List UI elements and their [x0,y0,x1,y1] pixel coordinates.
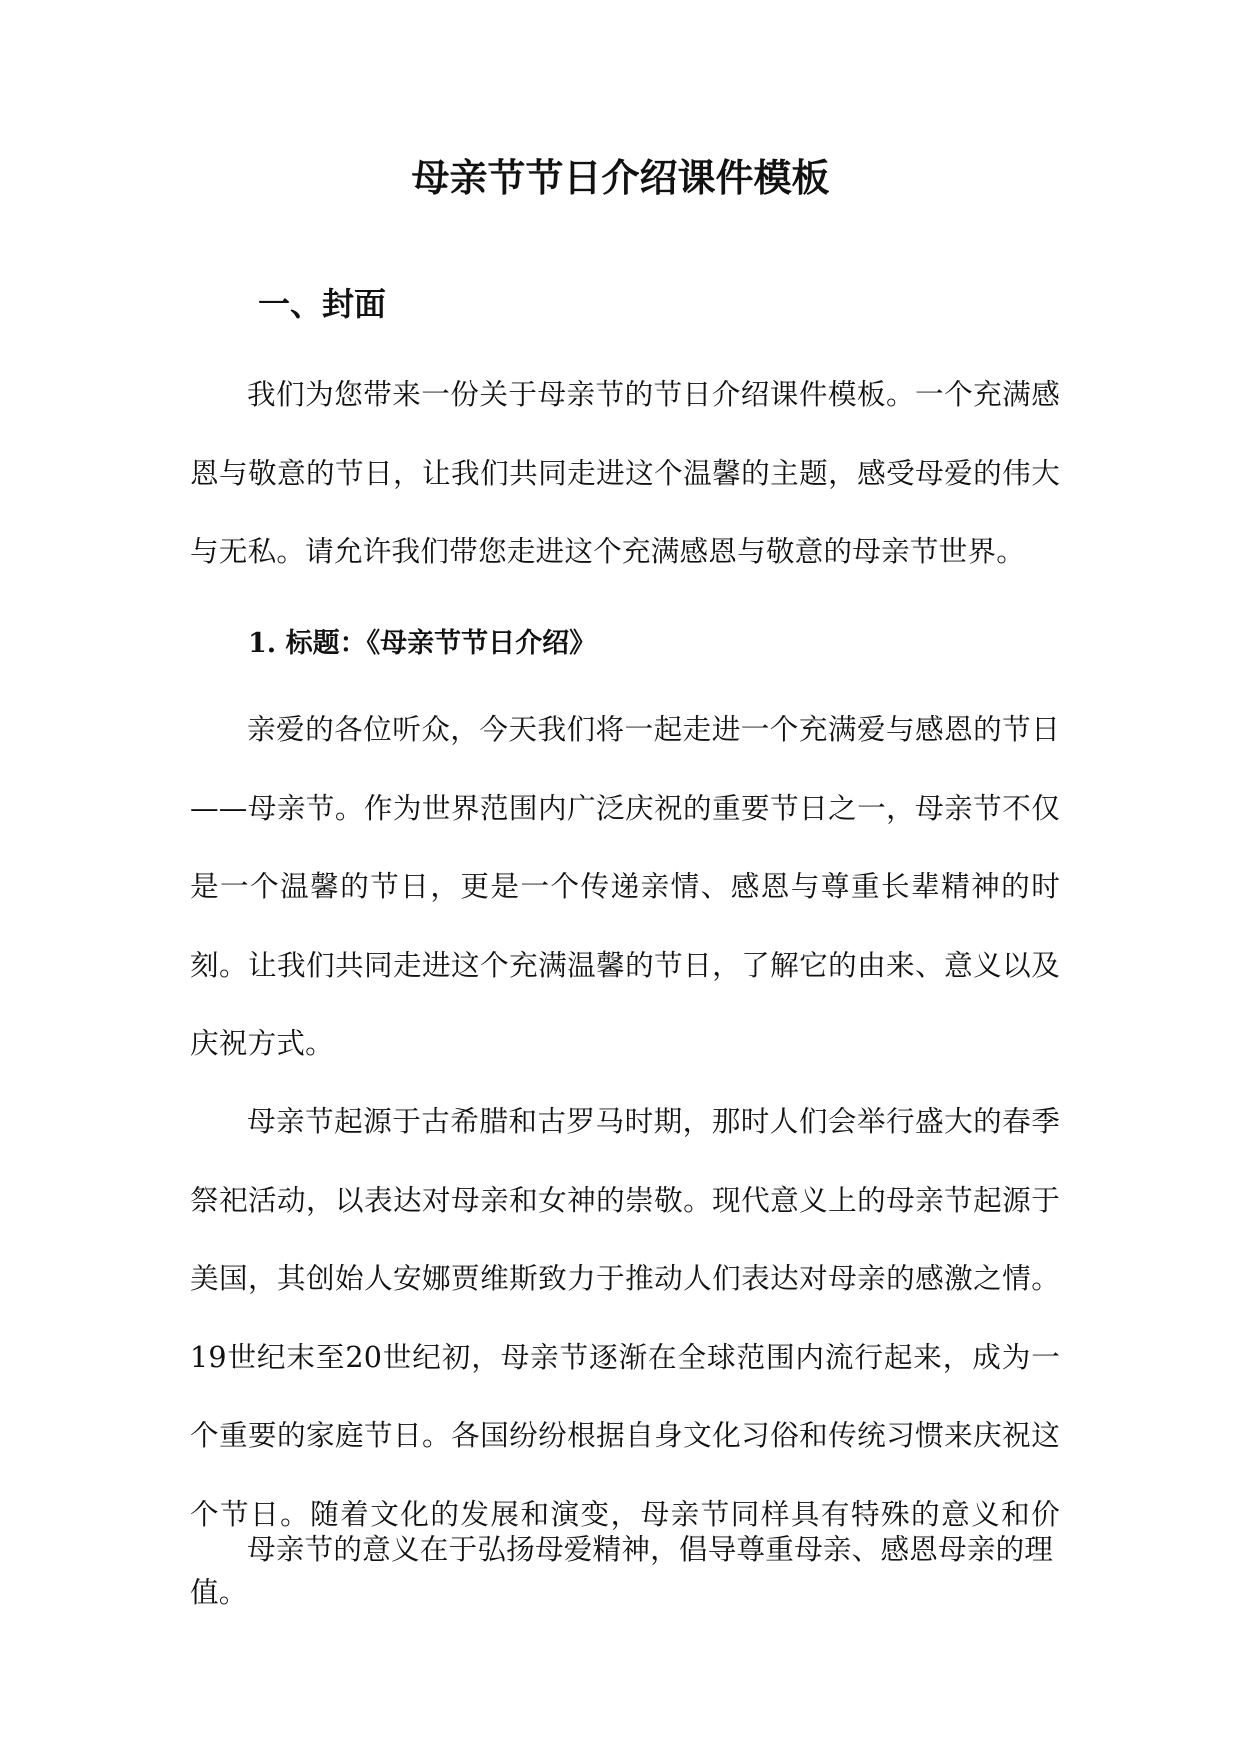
subheading-title: 1. 标题：《母亲节节日介绍》 [248,628,597,659]
paragraph-origin: 母亲节起源于古希腊和古罗马时期，那时人们会举行盛大的春季祭祀活动，以表达对母亲和女神的崇敬。现代意义上的母亲节起源于美国，其创始人安娜贾维斯致力于推动人们表达对母亲的感激之情。19世纪末至20世纪初，母亲节逐渐在全球范围内流行起来，成为一个重要的家庭节日。各国纷纷根据自身文化习俗和传统习惯来庆祝这个节日。随着文化的发展和演变，母亲节同样具有特殊的意义和价值。 [190,1104,1060,1609]
document-title: 母亲节节日介绍课件模板 [411,155,830,200]
paragraph-welcome: 亲爱的各位听众，今天我们将一起走进一个充满爱与感恩的节日——母亲节。作为世界范围内广泛庆祝的重要节日之一，母亲节不仅是一个温馨的节日，更是一个传递亲情、感恩与尊重长辈精神的时刻。让我们共同走进这个充满温馨的节日，了解它的由来、意义以及庆祝方式。 [190,712,1060,1060]
paragraph-meaning: 母亲节的意义在于弘扬母爱精神，倡导尊重母亲、感恩母亲的理 [247,1532,1054,1566]
section-heading-cover: 一、封面 [258,285,387,323]
paragraph-intro: 我们为您带来一份关于母亲节的节日介绍课件模板。一个充满感恩与敬意的节日，让我们共同走进这个温馨的主题，感受母爱的伟大与无私。请允许我们带您走进这个充满感恩与敬意的母亲节世界。 [190,377,1060,568]
